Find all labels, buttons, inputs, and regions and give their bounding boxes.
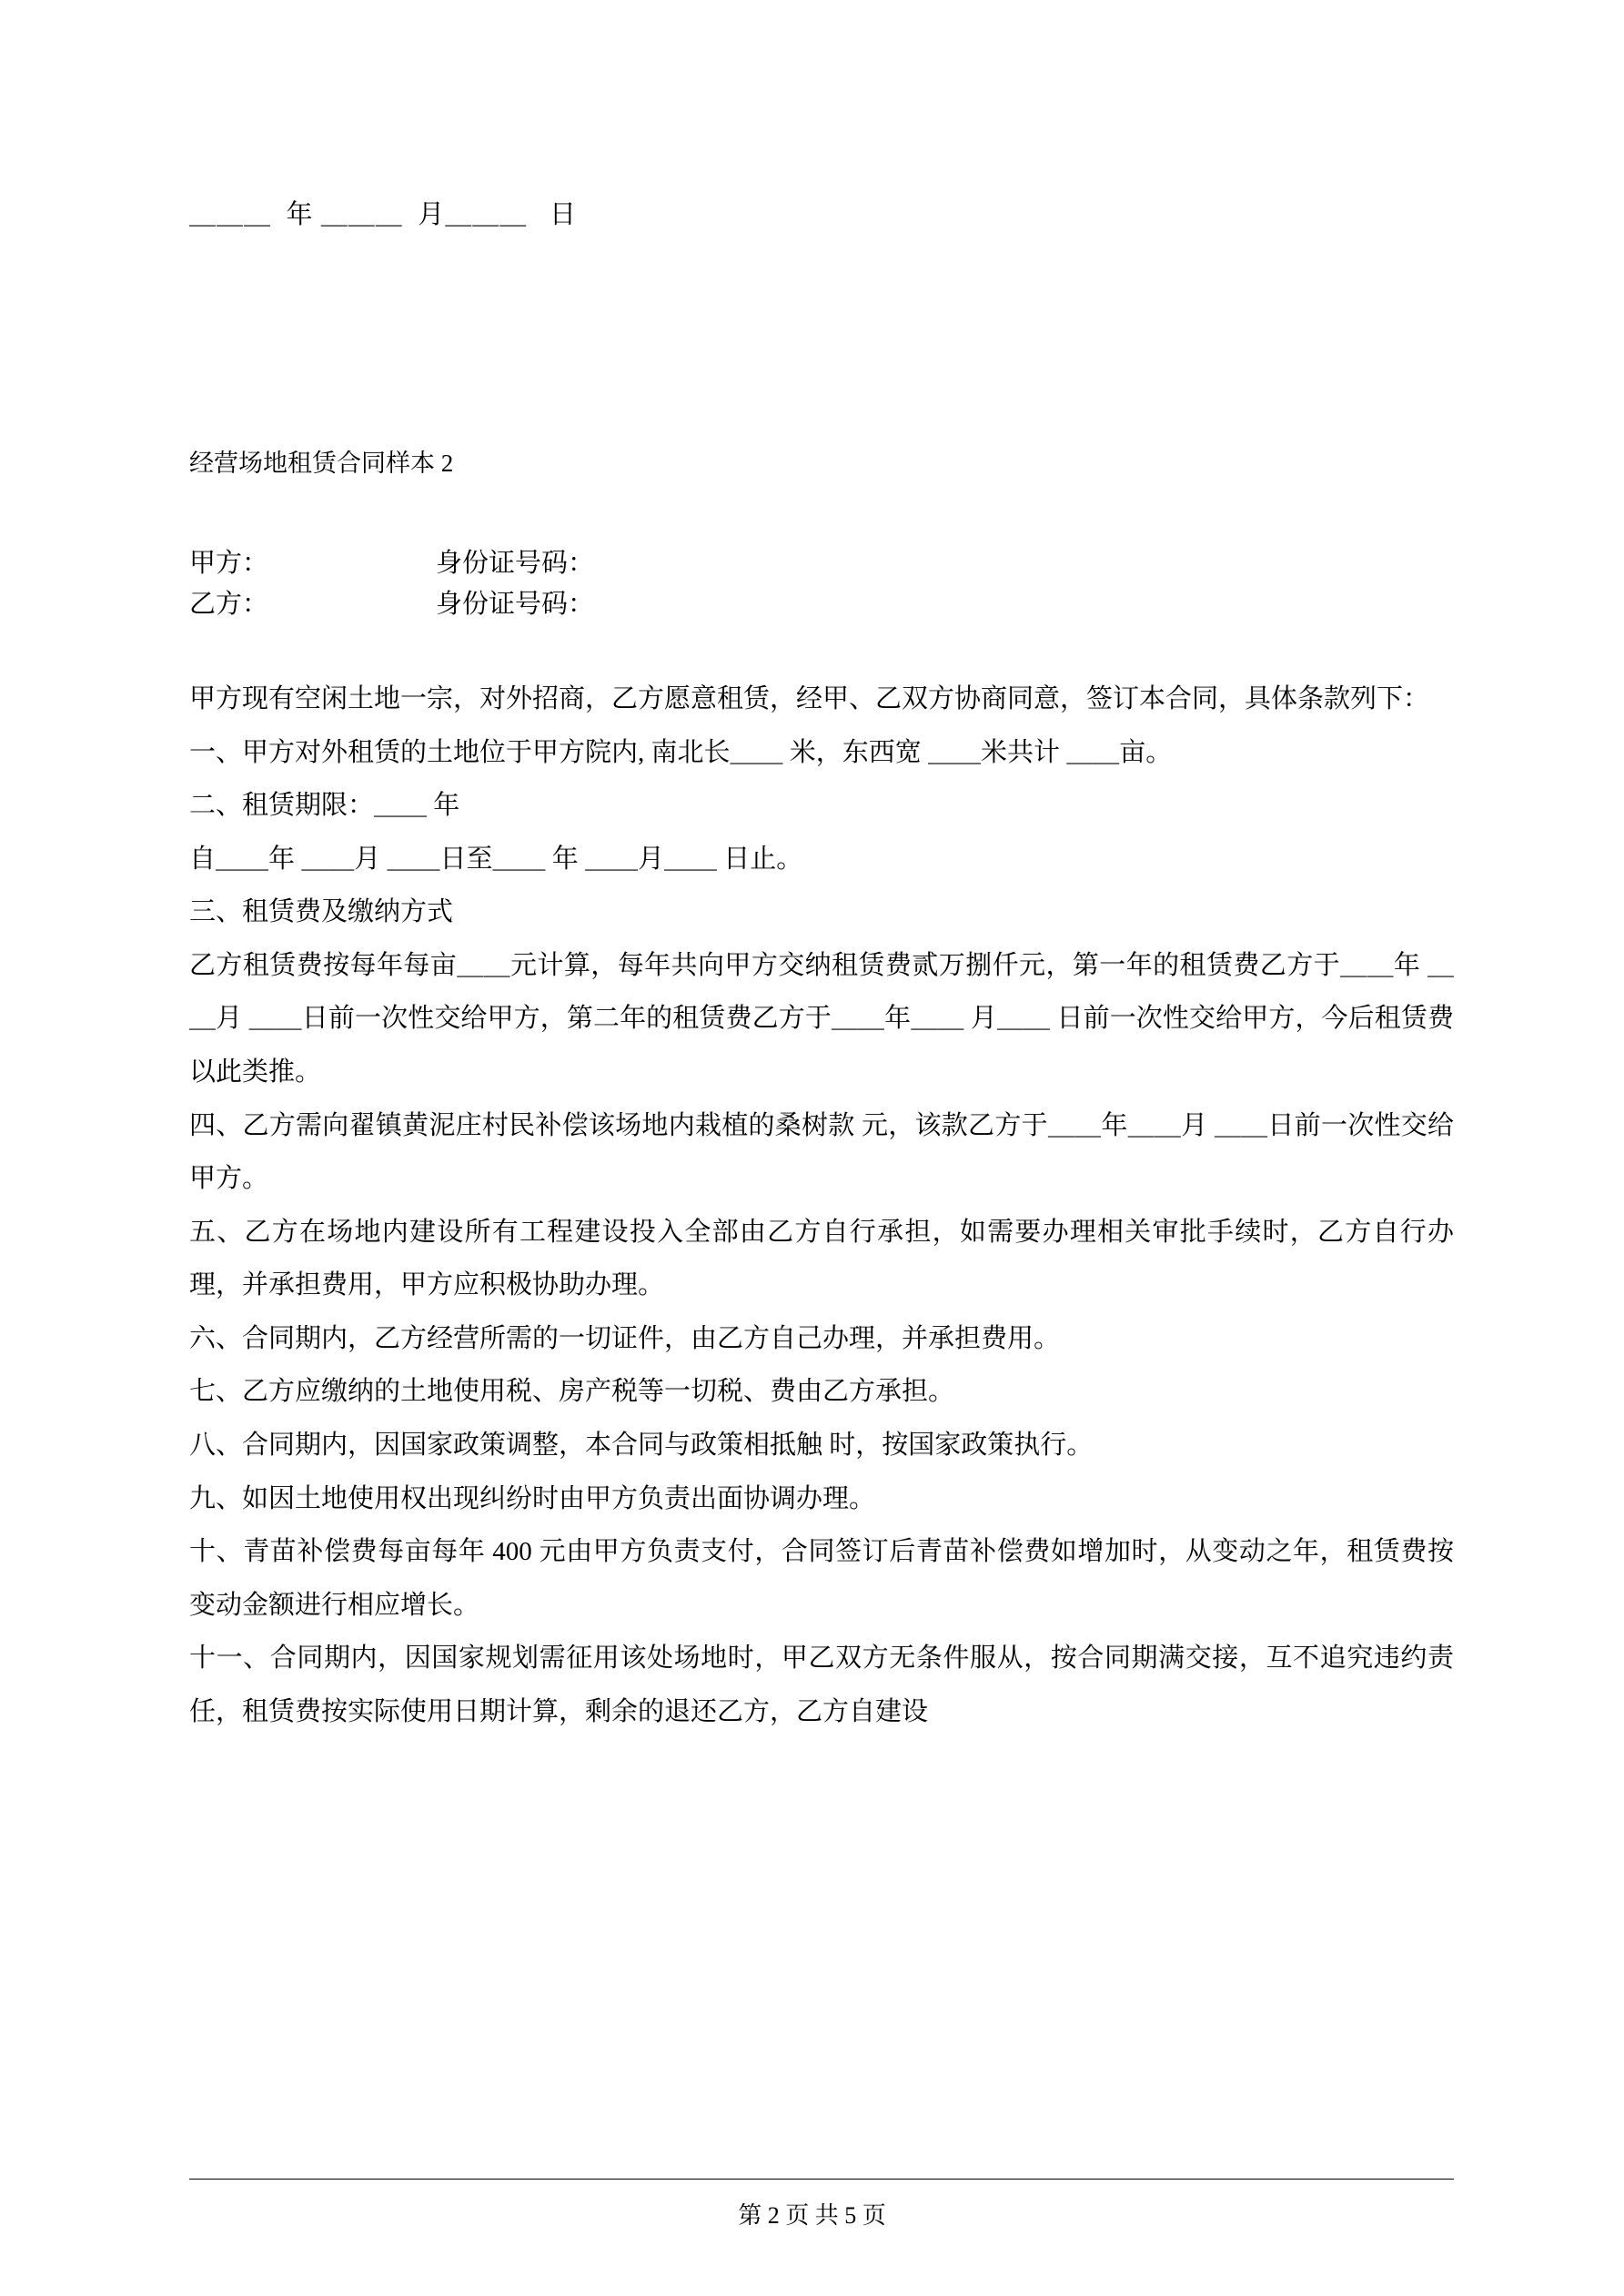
clause-text: 租赁期限：＿＿ 年 xyxy=(242,791,460,821)
clause-number: 七、 xyxy=(189,1377,243,1407)
clause-number: 九、 xyxy=(189,1483,243,1513)
clause-text: 乙方在场地内建设所有工程建设投入全部由乙方自行承担，如需要办理相关审批手续时，乙方自行办理，并承担费用，甲方应积极协助办理。 xyxy=(189,1217,1454,1300)
party-row xyxy=(189,584,1454,625)
clause-item xyxy=(189,1365,1454,1419)
clause-item xyxy=(189,833,1454,886)
party-row xyxy=(189,543,1454,584)
signature-date-line: ＿＿＿ 年 ＿＿＿ 月＿＿＿ 日 xyxy=(189,200,578,229)
party-block xyxy=(189,543,1454,625)
clause-text: 租赁费及缴纳方式 xyxy=(242,897,454,927)
preamble-paragraph: 甲方现有空闲土地一宗，对外招商，乙方愿意租赁，经甲、乙双方协商同意，签订本合同，具体条款列下： xyxy=(189,683,1430,713)
clause-number: 六、 xyxy=(189,1323,243,1353)
clause-number: 一、 xyxy=(189,737,243,767)
clause-number: 四、 xyxy=(189,1110,243,1140)
clause-item xyxy=(189,1206,1454,1312)
clause-item xyxy=(189,779,1454,833)
clause-item xyxy=(189,1419,1454,1472)
party-label-b: 乙方： xyxy=(189,590,269,620)
clause-number: 八、 xyxy=(189,1431,243,1461)
vertical-spacer xyxy=(189,234,1454,445)
party-id-label-b: 身份证号码： xyxy=(436,590,595,620)
clause-text: 甲方对外租赁的土地位于甲方院内, 南北长＿＿ 米，东西宽 ＿＿米共计 ＿＿亩。 xyxy=(242,737,1173,767)
party-label-a: 甲方： xyxy=(189,549,269,579)
clause-number: 十、 xyxy=(189,1537,244,1567)
clause-text: 如因土地使用权出现纠纷时由甲方负责出面协调办理。 xyxy=(242,1483,876,1513)
clause-number: 二、 xyxy=(189,791,243,821)
clause-item xyxy=(189,885,1454,939)
clause-item xyxy=(189,1632,1454,1738)
clause-text: 自＿＿年 ＿＿月 ＿＿日至＿＿ 年 ＿＿月＿＿ 日止。 xyxy=(189,844,803,874)
clause-text: 青苗补偿费每亩每年 400 元由甲方负责支付，合同签订后青苗补偿费如增加时，从变动之年，租赁费按变动金额进行相应增长。 xyxy=(189,1537,1454,1620)
clause-item xyxy=(189,1099,1454,1206)
clause-item xyxy=(189,726,1454,780)
section-title: 经营场地租赁合同样本 2 xyxy=(189,449,454,477)
clause-text: 合同期内，因国家政策调整，本合同与政策相抵触 时，按国家政策执行。 xyxy=(242,1431,1094,1461)
clause-text: 乙方需向翟镇黄泥庄村民补偿该场地内栽植的桑树款 元，该款乙方于＿＿年＿＿月 ＿＿日前一次性交给甲方。 xyxy=(189,1110,1454,1194)
clause-number: 十一、 xyxy=(189,1644,270,1674)
clause-text: 合同期内，乙方经营所需的一切证件，由乙方自己办理，并承担费用。 xyxy=(242,1323,1061,1353)
page-footer: 第 2 页 共 5 页 xyxy=(738,2202,886,2229)
clause-item xyxy=(189,939,1454,1099)
clause-text: 乙方应缴纳的土地使用税、房产税等一切税、费由乙方承担。 xyxy=(242,1377,955,1407)
clause-item xyxy=(189,1472,1454,1526)
footer-divider xyxy=(189,2179,1454,2180)
clause-number: 五、 xyxy=(189,1217,245,1247)
clause-text: 合同期内，因国家规划需征用该处场地时，甲乙双方无条件服从，按合同期满交接，互不追究违约责任，租赁费按实际使用日期计算，剩余的退还乙方，乙方自建设 xyxy=(189,1644,1454,1726)
party-id-label-a: 身份证号码： xyxy=(436,549,595,579)
document-body xyxy=(189,0,1454,1739)
vertical-spacer xyxy=(189,481,1454,543)
clause-number: 三、 xyxy=(189,897,243,927)
clause-item xyxy=(189,1525,1454,1632)
vertical-spacer xyxy=(189,625,1454,673)
clause-item xyxy=(189,1312,1454,1366)
clause-text: 乙方租赁费按每年每亩＿＿元计算，每年共向甲方交纳租赁费贰万捌仟元，第一年的租赁费乙方于＿＿年 ＿＿月 ＿＿日前一次性交给甲方，第二年的租赁费乙方于＿＿年＿＿ 月＿＿ 日前一次性交给甲方，今后租赁费以此类推。 xyxy=(189,950,1454,1087)
